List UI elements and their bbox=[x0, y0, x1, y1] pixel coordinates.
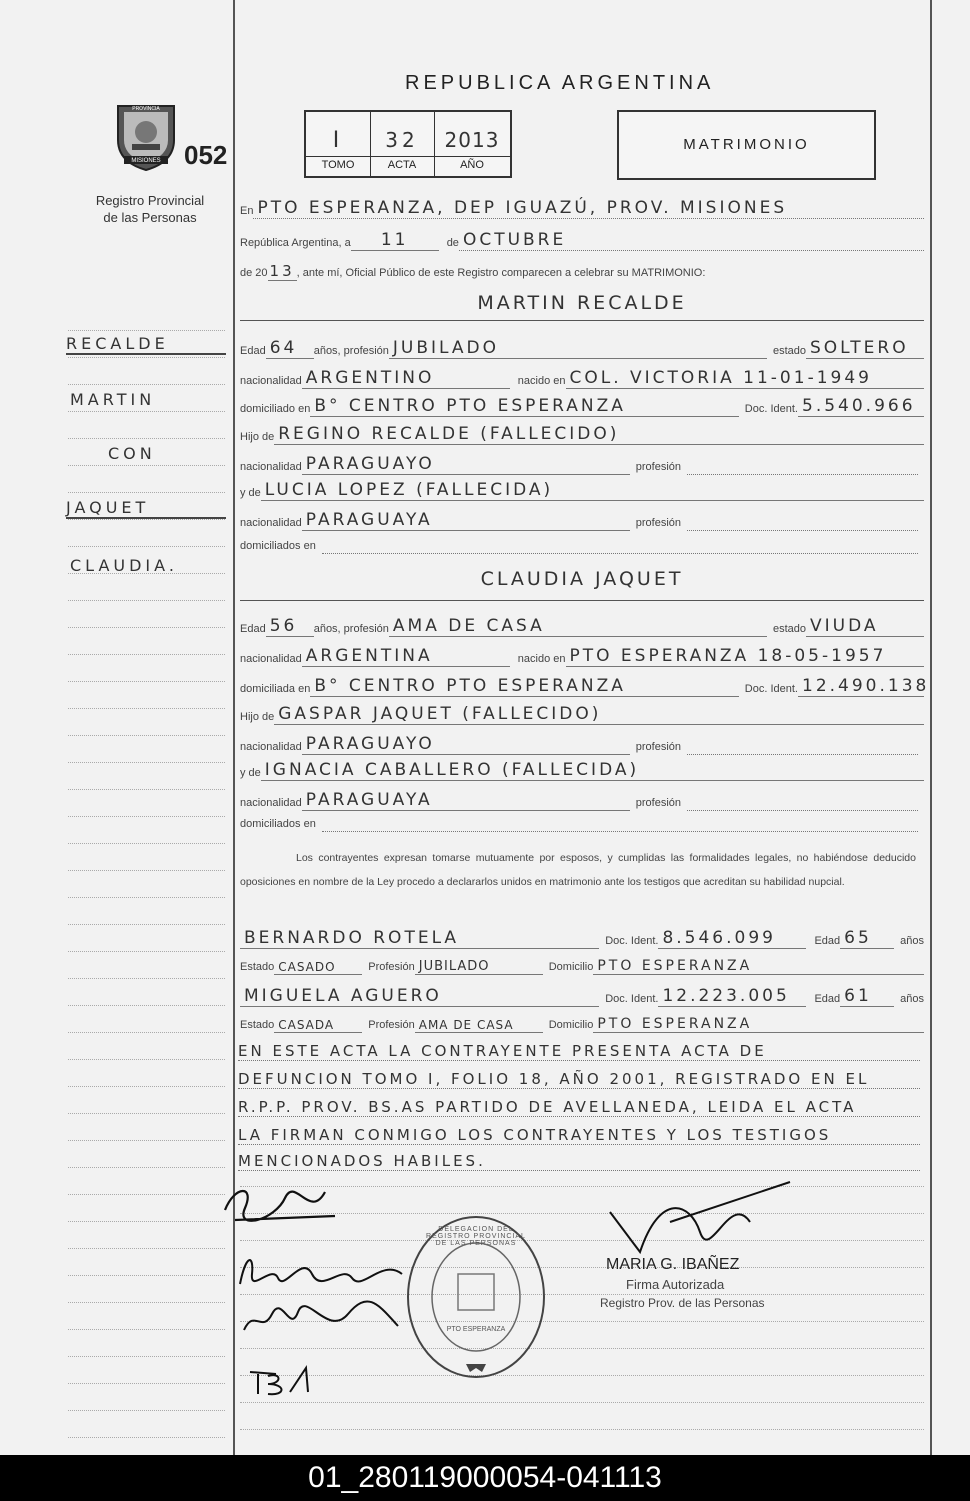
label: Edad bbox=[814, 993, 841, 1005]
margin-rule-line bbox=[68, 1113, 225, 1114]
tomo-label: TOMO bbox=[321, 159, 355, 171]
record-box bbox=[304, 110, 512, 178]
note-line: DEFUNCION TOMO I, FOLIO 18, AÑO 2001, REGISTRADO EN EL bbox=[238, 1070, 920, 1089]
label: y de bbox=[240, 767, 261, 779]
margin-rule-line bbox=[68, 546, 225, 547]
margin-rule-line bbox=[68, 762, 225, 763]
right-border bbox=[930, 0, 932, 1455]
en-label: En bbox=[240, 205, 254, 217]
witness2-profession: AMA DE CASA bbox=[415, 1018, 543, 1033]
groom-mother: LUCIA LOPEZ (FALLECIDA) bbox=[261, 480, 924, 501]
republic-label: República Argentina, a bbox=[240, 237, 351, 249]
margin-name-claudia: CLAUDIA. bbox=[70, 556, 178, 575]
declaration-text: Los contrayentes expresan tomarse mutuamente por esposos, y cumplidas las formalidades legales, no habiéndose deducido oposiciones en nombre de la Ley procedo a declararlos unidos en matrimonio ante los testigos que acreditan su habilidad nupcial. bbox=[240, 852, 916, 888]
groom-father-nat-line bbox=[240, 454, 924, 475]
signature-groom-text bbox=[215, 1180, 219, 1181]
margin-rule-line bbox=[68, 519, 225, 520]
bride-mother-nat-line bbox=[240, 790, 924, 811]
margin-rule-line bbox=[68, 924, 225, 925]
label: Estado bbox=[240, 1019, 275, 1031]
bride-age-line bbox=[240, 616, 924, 637]
label: domiciliada en bbox=[240, 683, 311, 695]
label: profesión bbox=[635, 461, 682, 473]
svg-text:PROVINCIA: PROVINCIA bbox=[132, 106, 160, 112]
label: años, profesión bbox=[313, 345, 389, 357]
margin-rule-line bbox=[68, 978, 225, 979]
signature-rule-line bbox=[240, 1375, 924, 1376]
margin-rule-line bbox=[68, 1275, 225, 1276]
bride-address: B° CENTRO PTO ESPERANZA bbox=[310, 676, 738, 697]
margin-rule-line bbox=[68, 1140, 225, 1141]
margin-rule-line bbox=[68, 627, 225, 628]
tomo-value: I bbox=[332, 128, 344, 153]
label: nacionalidad bbox=[240, 461, 302, 473]
witness2-doc: 12.223.005 bbox=[658, 986, 806, 1007]
bride-dom-line bbox=[240, 676, 930, 697]
margin-rule-line bbox=[68, 735, 225, 736]
signature-bride-text bbox=[232, 1244, 239, 1245]
groom-dom-line bbox=[240, 396, 924, 417]
label: Edad bbox=[240, 345, 266, 357]
bride-name-line bbox=[240, 568, 924, 590]
margin-rule-line bbox=[68, 1437, 225, 1438]
witness1-address: PTO ESPERANZA bbox=[593, 958, 924, 975]
bride-status: VIUDA bbox=[806, 616, 924, 637]
signature-groom bbox=[215, 1180, 355, 1237]
label: Profesión bbox=[368, 1019, 415, 1031]
signature-witness2 bbox=[238, 1294, 408, 1351]
bride-father: GASPAR JAQUET (FALLECIDO) bbox=[274, 704, 924, 725]
label: domiciliados en bbox=[240, 540, 316, 552]
label: Estado bbox=[240, 961, 275, 973]
witness2-address: PTO ESPERANZA bbox=[593, 1016, 924, 1033]
margin-rule-line bbox=[68, 411, 225, 412]
note-line: EN ESTE ACTA LA CONTRAYENTE PRESENTA ACTA DE bbox=[238, 1042, 920, 1061]
margin-rule-line bbox=[68, 438, 225, 439]
groom-status: SOLTERO bbox=[806, 338, 924, 359]
crest-icon bbox=[110, 100, 182, 172]
witness1-age: 65 bbox=[840, 928, 894, 949]
divider bbox=[240, 600, 924, 601]
witness2-detail-line bbox=[240, 1016, 924, 1033]
acta-value: 32 bbox=[385, 128, 419, 152]
margin-rule-line bbox=[68, 708, 225, 709]
margin-name-recalde: RECALDE bbox=[66, 334, 226, 355]
bride-birth: PTO ESPERANZA 18-05-1957 bbox=[566, 646, 925, 667]
place-value: PTO ESPERANZA, DEP IGUAZÚ, PROV. MISIONES bbox=[253, 198, 924, 219]
groom-age: 64 bbox=[266, 338, 314, 359]
witness2-name: MIGUELA AGUERO bbox=[240, 986, 599, 1007]
label: nacionalidad bbox=[240, 741, 302, 753]
margin-rule-line bbox=[68, 1248, 225, 1249]
witness1-detail-line bbox=[240, 958, 924, 975]
label: Doc. Ident. bbox=[744, 683, 798, 695]
label: Doc. Ident. bbox=[605, 993, 659, 1005]
month-value: OCTUBRE bbox=[459, 230, 924, 251]
witness1-status: CASADO bbox=[274, 960, 362, 975]
margin-rule-line bbox=[68, 1086, 225, 1087]
margin-rule-line bbox=[68, 357, 225, 358]
margin-rule-line bbox=[68, 843, 225, 844]
bride-father-line bbox=[240, 704, 924, 725]
country-title: REPUBLICA ARGENTINA bbox=[405, 72, 715, 94]
margin-rule-line bbox=[68, 1005, 225, 1006]
margin-rule-line bbox=[68, 681, 225, 682]
margin-rule-line bbox=[68, 1059, 225, 1060]
official-seal bbox=[404, 1212, 548, 1382]
margin-rule-line bbox=[68, 789, 225, 790]
label: Domicilio bbox=[548, 1019, 594, 1031]
margin-rule-line bbox=[68, 1221, 225, 1222]
groom-mother-nationality: PARAGUAYA bbox=[302, 510, 630, 531]
signature-witness1-text bbox=[246, 1362, 247, 1363]
label: años bbox=[900, 993, 924, 1005]
groom-parents-dom-line bbox=[240, 540, 924, 554]
year-suffix: 13 bbox=[269, 262, 295, 280]
groom-doc: 5.540.966 bbox=[798, 396, 924, 417]
witness1-doc: 8.546.099 bbox=[658, 928, 806, 949]
bride-father-nationality: PARAGUAYO bbox=[302, 734, 630, 755]
groom-father: REGINO RECALDE (FALLECIDO) bbox=[274, 424, 924, 445]
officer-title: Firma Autorizada bbox=[626, 1277, 725, 1292]
bride-name: CLAUDIA JAQUET bbox=[480, 568, 684, 590]
bride-doc: 12.490.138 bbox=[798, 676, 924, 697]
margin-rule-line bbox=[68, 1410, 225, 1411]
seal-center-text: PTO ESPERANZA bbox=[446, 1326, 506, 1333]
label: nacionalidad bbox=[240, 375, 302, 387]
label: Hijo de bbox=[240, 431, 275, 443]
label: Edad bbox=[814, 935, 841, 947]
acta-label: ACTA bbox=[387, 159, 417, 171]
bride-age: 56 bbox=[266, 616, 314, 637]
label: profesión bbox=[635, 741, 682, 753]
witness2-line bbox=[240, 986, 924, 1007]
groom-father-line bbox=[240, 424, 924, 445]
label: Doc. Ident. bbox=[605, 935, 659, 947]
witness1-name: BERNARDO ROTELA bbox=[240, 928, 599, 949]
signature-rule-line bbox=[240, 1429, 924, 1430]
groom-nat-line bbox=[240, 368, 924, 389]
label: Doc. Ident. bbox=[744, 403, 798, 415]
signature-witness2-text bbox=[238, 1294, 243, 1295]
margin-rule-line bbox=[68, 654, 225, 655]
office-number: 052 bbox=[184, 140, 228, 170]
label: Domicilio bbox=[548, 961, 594, 973]
signature-rule-line bbox=[240, 1240, 924, 1241]
place-line bbox=[240, 198, 924, 219]
bride-nat-line bbox=[240, 646, 924, 667]
anio-label: AÑO bbox=[460, 159, 484, 171]
note-line: LA FIRMAN CONMIGO LOS CONTRAYENTES Y LOS TESTIGOS bbox=[238, 1126, 920, 1145]
margin-rule-line bbox=[68, 1302, 225, 1303]
bride-father-nat-line bbox=[240, 734, 924, 755]
label: años bbox=[900, 935, 924, 947]
anio-value: 2013 bbox=[444, 128, 500, 152]
margin-rule-line bbox=[68, 1329, 225, 1330]
seal-text: DELEGACION DEL REGISTRO PROVINCIAL DE LAS PERSONAS bbox=[426, 1226, 526, 1247]
day-value: 11 bbox=[351, 230, 439, 251]
groom-nationality: ARGENTINO bbox=[302, 368, 510, 389]
act-type: MATRIMONIO bbox=[683, 136, 810, 153]
statement-text: , ante mí, Oficial Público de este Registro comparecen a celebrar su MATRIMONIO: bbox=[296, 267, 706, 279]
label: nacionalidad bbox=[240, 517, 302, 529]
officer-name: MARIA G. IBAÑEZ bbox=[606, 1256, 740, 1273]
act-type-box bbox=[617, 110, 876, 180]
office-name: Registro Provincial de las Personas bbox=[95, 193, 205, 225]
groom-name: MARTIN RECALDE bbox=[477, 292, 687, 314]
label: nacido en bbox=[517, 375, 566, 387]
groom-birth: COL. VICTORIA 11-01-1949 bbox=[566, 368, 925, 389]
bride-mother-line bbox=[240, 760, 924, 781]
margin-rule-line bbox=[68, 330, 225, 331]
witness1-line bbox=[240, 928, 924, 949]
margin-rule-line bbox=[68, 492, 225, 493]
bride-mother: IGNACIA CABALLERO (FALLECIDA) bbox=[261, 760, 924, 781]
margin-rule-line bbox=[68, 384, 225, 385]
divider bbox=[240, 320, 924, 321]
margin-rule-line bbox=[68, 897, 225, 898]
label: estado bbox=[772, 345, 806, 357]
document-code: 01_280119000054-041113 bbox=[0, 1455, 970, 1501]
bride-mother-nationality: PARAGUAYA bbox=[302, 790, 630, 811]
label: profesión bbox=[635, 517, 682, 529]
label: profesión bbox=[635, 797, 682, 809]
groom-profession: JUBILADO bbox=[389, 338, 767, 359]
groom-father-nationality: PARAGUAYO bbox=[302, 454, 630, 475]
label: Hijo de bbox=[240, 711, 275, 723]
signature-witness1 bbox=[246, 1362, 316, 1403]
margin-rule-line bbox=[68, 1032, 225, 1033]
margin-rule-line bbox=[68, 1383, 225, 1384]
witness1-profession: JUBILADO bbox=[415, 959, 543, 975]
groom-age-line bbox=[240, 338, 924, 359]
margin-rule-line bbox=[68, 816, 225, 817]
witness2-status: CASADA bbox=[274, 1018, 362, 1033]
groom-name-line bbox=[240, 292, 924, 314]
label: años, profesión bbox=[313, 623, 389, 635]
groom-mother-line bbox=[240, 480, 924, 501]
signature-bride bbox=[232, 1244, 412, 1299]
margin-rule-line bbox=[68, 465, 225, 466]
officer-office: Registro Prov. de las Personas bbox=[600, 1296, 765, 1310]
label: nacionalidad bbox=[240, 653, 302, 665]
witness2-age: 61 bbox=[840, 986, 894, 1007]
label: estado bbox=[772, 623, 806, 635]
year-prefix: de 20 bbox=[240, 267, 268, 279]
margin-rule-line bbox=[68, 600, 225, 601]
groom-address: B° CENTRO PTO ESPERANZA bbox=[310, 396, 738, 417]
margin-rule-line bbox=[68, 951, 225, 952]
label: nacionalidad bbox=[240, 797, 302, 809]
label: y de bbox=[240, 487, 261, 499]
signature-officer bbox=[600, 1172, 800, 1267]
label: domiciliado en bbox=[240, 403, 311, 415]
bride-parents-dom-line bbox=[240, 818, 924, 832]
groom-mother-nat-line bbox=[240, 510, 924, 531]
label: Profesión bbox=[368, 961, 415, 973]
margin-rule-line bbox=[68, 1194, 225, 1195]
de-label: de bbox=[446, 237, 459, 249]
margin-rule-line bbox=[68, 1356, 225, 1357]
year-line bbox=[240, 262, 924, 281]
label: Edad bbox=[240, 623, 266, 635]
margin-rule-line bbox=[68, 870, 225, 871]
bride-profession: AMA DE CASA bbox=[389, 616, 767, 637]
note-line: R.P.P. PROV. BS.AS PARTIDO DE AVELLANEDA, LEIDA EL ACTA bbox=[238, 1098, 920, 1117]
label: domiciliados en bbox=[240, 818, 316, 830]
margin-name-jaquet: JAQUET bbox=[66, 498, 226, 519]
margin-name-con: CON bbox=[108, 444, 156, 463]
svg-text:MISIONES: MISIONES bbox=[131, 158, 161, 164]
margin-name-martin: MARTIN bbox=[70, 390, 156, 409]
note-line: MENCIONADOS HABILES. bbox=[238, 1152, 920, 1171]
bride-nationality: ARGENTINA bbox=[302, 646, 510, 667]
signature-rule-line bbox=[240, 1402, 924, 1403]
label: nacido en bbox=[517, 653, 566, 665]
margin-rule-line bbox=[68, 1167, 225, 1168]
date-line bbox=[240, 230, 924, 251]
